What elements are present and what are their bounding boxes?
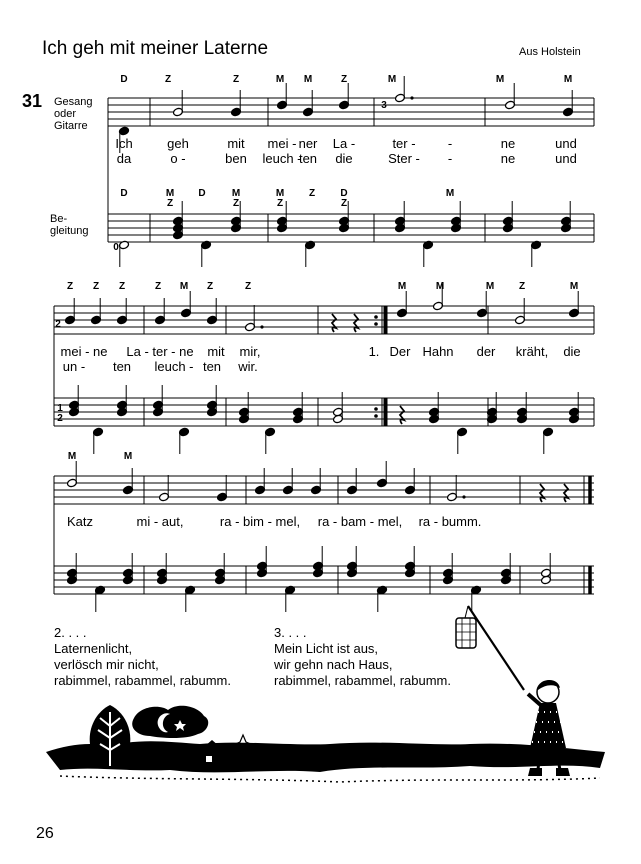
- lyric-syllable: leuch -: [262, 151, 302, 166]
- chord-letter: M: [231, 188, 241, 199]
- song-number: 31: [22, 91, 43, 111]
- ground-silhouette: [46, 741, 605, 772]
- lyric-syllable: mir,: [239, 344, 261, 359]
- lyric-syllable: ten: [202, 359, 222, 374]
- chord-letter: M: [435, 281, 445, 292]
- time-signature: 3: [381, 100, 387, 111]
- lantern-icon: [456, 618, 476, 648]
- part-label-line: Gesang: [54, 96, 93, 108]
- time-signature: 2: [55, 319, 61, 330]
- verse-3: [274, 625, 451, 689]
- chord-letter: M: [275, 74, 285, 85]
- chord-letter: Z: [244, 281, 252, 292]
- chord-letter: Z: [232, 74, 240, 85]
- lyric-syllable: ne: [500, 151, 516, 166]
- verse-line: wir gehn nach Haus,: [274, 657, 393, 672]
- chord-letter: D: [120, 188, 128, 199]
- quarter-rest: [400, 406, 404, 424]
- chord-letter: Z: [166, 198, 174, 209]
- lyric-syllable: o -: [170, 151, 186, 166]
- part-label-line: Gitarre: [54, 120, 88, 132]
- verse-line: Laternenlicht,: [54, 641, 133, 656]
- lyric-syllable: ra - bim - mel,: [219, 514, 301, 529]
- chord-letter: D: [120, 74, 128, 85]
- chord-letter: Z: [340, 74, 348, 85]
- lyric-syllable: wir.: [238, 359, 258, 374]
- chord-letter: M: [165, 188, 175, 199]
- child-dress: [530, 703, 566, 748]
- lyric-syllable: ne: [500, 136, 516, 151]
- house-window: [206, 756, 212, 762]
- chord-letter: M: [275, 188, 285, 199]
- dot: [260, 325, 263, 328]
- part-label-line: gleitung: [50, 225, 89, 237]
- page-number: 26: [36, 825, 54, 842]
- lyric-syllable: und: [555, 151, 577, 166]
- part-label-line: oder: [54, 108, 77, 120]
- chord-letter: M: [387, 74, 397, 85]
- lyric-syllable: La - ter - ne: [126, 344, 194, 359]
- lyric-syllable: La -: [332, 136, 356, 151]
- time-signature: 2: [57, 413, 63, 424]
- chord-letter: Z: [276, 198, 284, 209]
- fingering-number: 0: [113, 242, 119, 253]
- lyric-syllable: und: [555, 136, 577, 151]
- lyric-syllable: Katz: [66, 514, 94, 529]
- quarter-rest: [540, 484, 544, 502]
- lyric-syllable: ten: [298, 151, 318, 166]
- repeat-dot: [374, 407, 378, 411]
- verse-label: 2. . . .: [54, 625, 87, 640]
- lyric-syllable: da: [116, 151, 132, 166]
- chord-letter: M: [397, 281, 407, 292]
- song-title: Ich geh mit meiner Laterne: [42, 38, 269, 59]
- lyric-syllable: Hahn: [422, 344, 454, 359]
- chord-letter: Z: [118, 281, 126, 292]
- verse-line: verlösch mir nicht,: [54, 657, 159, 672]
- verse-line: rabimmel, rabammel, rabumm.: [54, 673, 231, 688]
- repeat-dot: [374, 322, 378, 326]
- lantern-pole: [468, 606, 524, 690]
- lyric-syllable: ra - bam - mel,: [317, 514, 403, 529]
- lyric-syllable: mit: [227, 136, 245, 151]
- lyric-syllable: mi - aut,: [136, 514, 184, 529]
- chord-letter: Z: [154, 281, 162, 292]
- dot: [462, 495, 465, 498]
- lantern-string: [465, 606, 468, 618]
- lyric-syllable: mei -: [267, 136, 297, 151]
- lyric-syllable: -: [447, 136, 453, 151]
- chord-letter: Z: [518, 281, 526, 292]
- lyric-syllable: un -: [62, 359, 86, 374]
- chord-letter: M: [445, 188, 455, 199]
- lyric-syllable: die: [335, 151, 353, 166]
- chord-letter: Z: [92, 281, 100, 292]
- lyric-syllable: geh: [167, 136, 189, 151]
- lyric-syllable: kräht,: [515, 344, 549, 359]
- chord-letter: M: [67, 451, 77, 462]
- dot: [410, 96, 413, 99]
- lyric-syllable: ter -: [392, 136, 416, 151]
- chord-letter: Z: [164, 74, 172, 85]
- chord-letter: D: [198, 188, 206, 199]
- cloud-icon: [132, 706, 208, 738]
- chord-letter: Z: [66, 281, 74, 292]
- lyric-syllable: Ich: [115, 136, 133, 151]
- song-source: Aus Holstein: [519, 46, 581, 58]
- lyric-syllable: mit: [207, 344, 225, 359]
- chord-letter: M: [123, 451, 133, 462]
- ground-speckle: [60, 776, 600, 782]
- chord-letter: Z: [308, 188, 316, 199]
- quarter-rest: [354, 314, 358, 332]
- chord-letter: D: [340, 188, 348, 199]
- child-shoes: [528, 768, 570, 776]
- chord-letter: Z: [340, 198, 348, 209]
- quarter-rest: [564, 484, 568, 502]
- lyric-syllable: ra - bumm.: [418, 514, 482, 529]
- chord-letter: Z: [232, 198, 240, 209]
- lyric-syllable: ner: [298, 136, 318, 151]
- lyric-syllable: ben: [225, 151, 247, 166]
- lyric-syllable: leuch -: [154, 359, 194, 374]
- lyric-syllable: ten: [112, 359, 132, 374]
- verse-2: [54, 625, 231, 689]
- part-label-line: Be-: [50, 213, 68, 225]
- lyric-syllable: Ster -: [388, 151, 420, 166]
- lyric-syllable: mei - ne: [60, 344, 108, 359]
- chord-letter: M: [495, 74, 505, 85]
- time-signature: 1: [57, 403, 63, 414]
- verse-line: rabimmel, rabammel, rabumm.: [274, 673, 451, 688]
- chord-letter: M: [485, 281, 495, 292]
- verse-label: 3. . . .: [274, 625, 307, 640]
- chord-letter: M: [179, 281, 189, 292]
- quarter-rest: [332, 314, 336, 332]
- chord-letter: M: [563, 74, 573, 85]
- repeat-dot: [374, 315, 378, 319]
- verse-line: Mein Licht ist aus,: [274, 641, 379, 656]
- chord-letter: M: [569, 281, 579, 292]
- lyric-syllable: der: [476, 344, 496, 359]
- lyric-syllable: 1.: [368, 344, 380, 359]
- repeat-dot: [374, 414, 378, 418]
- lyric-syllable: -: [447, 151, 453, 166]
- chord-letter: Z: [206, 281, 214, 292]
- chord-letter: M: [303, 74, 313, 85]
- lyric-syllable: die: [563, 344, 581, 359]
- lyric-syllable: Der: [389, 344, 411, 359]
